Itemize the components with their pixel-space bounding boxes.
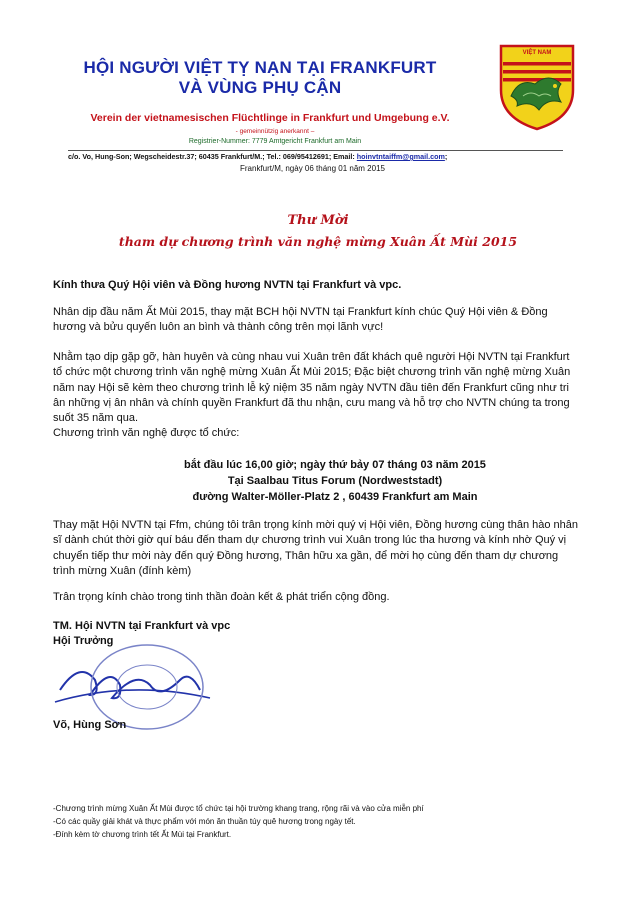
paragraph-1: Nhân dịp đầu năm Ất Mùi 2015, thay mặt BCH hội NVTN tại Frankfurt kính chúc Quý Hội viên & Đồng hương và bửu quyến luôn an bình và thành công trên mọi lãnh vực! <box>53 306 548 334</box>
salutation: Kính thưa Quý Hội viên và Đồng hương NVTN tại Frankfurt và vpc. <box>53 279 402 291</box>
header-divider <box>68 150 563 151</box>
org-name-line1: HỘI NGƯỜI VIỆT TỴ NẠN TẠI FRANKFURT <box>83 58 437 77</box>
signature-org: TM. Hội NVTN tại Frankfurt và vpc <box>53 620 231 632</box>
address-line <box>68 152 568 161</box>
org-name-de: Verein der vietnamesischen Flüchtlinge in Frankfurt und Umgebung e.V. <box>90 112 450 124</box>
note-2: -Có các quầy giải khát và thực phẩm với món ăn thuần túy quê hương trong ngày tết. <box>53 817 356 826</box>
address-text: c/o. Vo, Hung-Son; Wegscheidestr.37; 60435 Frankfurt/M.; Tel.: 069/95412691; Email: <box>68 152 355 161</box>
event-place: Tại Saalbau Titus Forum (Nordweststadt) <box>227 475 443 487</box>
event-time: bắt đầu lúc 16,00 giờ; ngày thứ bảy 07 tháng 03 năm 2015 <box>184 459 486 471</box>
paragraph-4: Trân trọng kính chào trong tinh thần đoàn kết & phát triển cộng đồng. <box>53 591 390 603</box>
note-1: -Chương trình mừng Xuân Ất Mùi được tổ chức tại hội trường khang trang, rộng rãi và vào cửa miễn phí <box>53 804 424 813</box>
org-name-line2: VÀ VÙNG PHỤ CẬN <box>178 78 342 97</box>
logo-text: VIỆT NAM <box>522 50 552 56</box>
gemeinnuetzig-text: - gemeinnützig anerkannt – <box>235 128 315 135</box>
paragraph-3: Thay mặt Hội NVTN tại Ffm, chúng tôi trân trọng kính mời quý vị Hội viên, Đồng hương cùng thân hào nhân sĩ dành chút thời giờ quí báu đến tham dự chương trình vui Xuân trong lúc tha hương và kính nhờ Quý vị chuyển tiếp thư mời này đến quý Đồng hương, Thân hữu xa gần, để mời họ cùng đến tham dự chương trình mừng Xuân (đính kèm) <box>53 519 578 577</box>
letter-title: Thư Mời <box>287 213 349 228</box>
paragraph-2b: Chương trình văn nghệ được tổ chức: <box>53 427 240 439</box>
email-suffix: ; <box>444 152 448 161</box>
date-line: Frankfurt/M, ngày 06 tháng 01 năm 2015 <box>240 164 385 173</box>
event-address: đường Walter-Möller-Platz 2 , 60439 Frankfurt am Main <box>192 491 478 503</box>
signature-role: Hội Trưởng <box>53 635 114 647</box>
paragraph-2: Nhằm tạo dịp gặp gỡ, hàn huyên và cùng nhau vui Xuân trên đất khách quê người Hội NVTN tại Frankfurt tổ chức một chương trình văn nghệ mừng Xuân Ất Mùi 2015; Đặc biệt chương trình văn nghệ mừng Xuân năm nay Hội sẽ kèm theo chương trình lễ kỷ niệm 35 năm ngày NVTN đầu tiên đến Frankfurt cũng như tri ân những vị ân nhân và chính quyền Frankfurt đã thu nhận, cưu mang và hỗ trợ cho NVTN chúng ta trong suốt 35 năm qua. <box>53 351 571 425</box>
organization-logo <box>495 40 579 132</box>
register-text: Registrier-Nummer: 7779 Amtgericht Frankfurt am Main <box>188 138 362 145</box>
note-3: -Đính kèm tờ chương trình tết Ất Mùi tại Frankfurt. <box>53 830 232 839</box>
signer-name: Võ, Hùng Sơn <box>53 719 127 731</box>
letter-subtitle: tham dự chương trình văn nghệ mừng Xuân Ất Mùi 2015 <box>118 234 518 249</box>
email-link[interactable]: hoinvtntaiffm@gmail.com <box>356 152 445 161</box>
